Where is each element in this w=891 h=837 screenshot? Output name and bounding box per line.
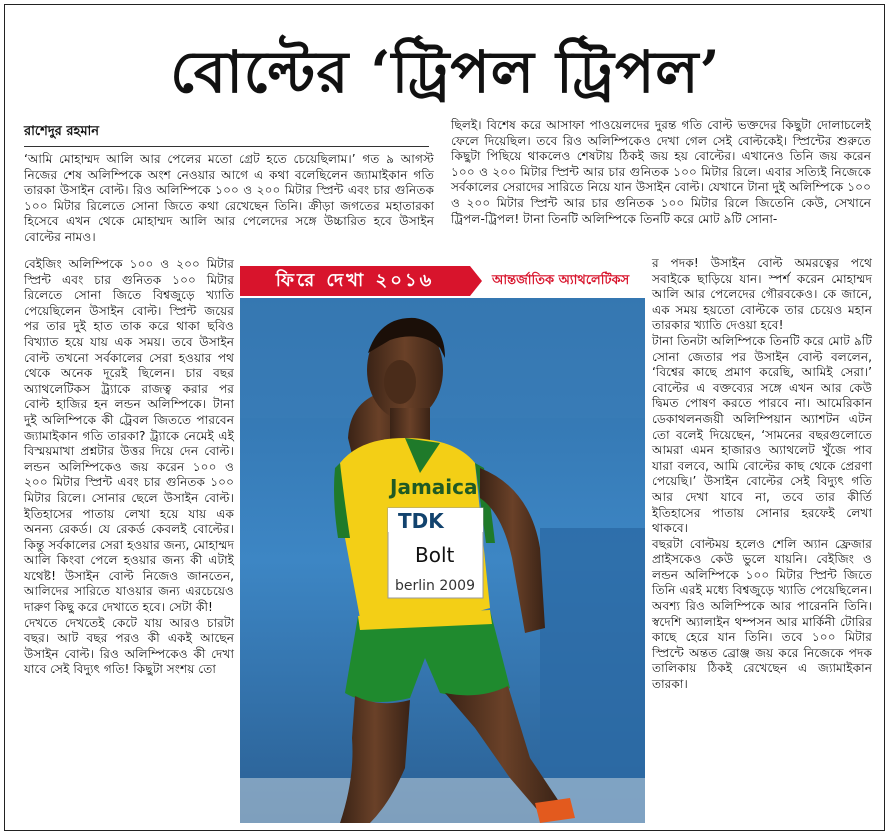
byline: রাশেদুর রহমান — [24, 122, 429, 147]
right-top-column: ছিলই। বিশেষ করে আসাফা পাওয়েলদের দুরন্ত গতি বোল্ট ভক্তদের কিছুটা দোলাচলেই ফেলে দিয়েছিল। তবে রিও অলিম্পিকেও দেখা গেল সেই বোল্টকেই। স্প্রিন্টের শুরুতে কিছুটা পিছিয়ে থাকলেও শেষটায় ঠিকই জয় হয় বোল্টের। এখানেও তিনি জয় করেন ১০০ ও ২০০ মিটার স্প্রিন্ট আর চার গুনিতক ১০০ মিটার রিলে। এবার সত্যিই নিজেকে সর্বকালের সেরাদের সারিতে নিয়ে যান উসাইন বোল্ট। যেখানে টানা দুই অলিম্পিকে ১০০ ও ২০০ মিটার স্প্রিন্ট আর চার গুনিতক ১০০ মিটার রিলে জিতেনি কেউ, সেখানে ট্রিপল-ট্রিপল! টানা তিনটি অলিম্পিকে তিনটি করে মোট ৯টি সোনা- — [451, 118, 871, 226]
athlete-photo — [240, 298, 645, 823]
headline: বোল্টের ‘ট্রিপল ট্রিপল’ — [170, 38, 721, 106]
banner-category: আন্তর্জাতিক অ্যাথলেটিকস — [492, 272, 630, 288]
athlete-illustration — [240, 298, 645, 823]
jersey-text: Jamaica — [390, 475, 478, 499]
right-column-paragraph: র পদক! উসাইন বোল্ট অমরত্বের পথে সবাইকে ছাড়িয়ে যান। স্পর্শ করেন মোহাম্মদ আলি আর পেলেদের গৌরবকেও। কে জানে, এক সময় হয়তো বোল্টকে তার চেয়েও মহান তারকার খ্যাতি দেওয়া হবে! — [652, 256, 872, 333]
bib-name: Bolt — [415, 543, 455, 567]
left-column-paragraph: দেখতে দেখতেই কেটে যায় আরও চারটা বছর। আট বছর পরও কী একই আছেন উসাইন বোল্ট। রিও অলিম্পিকেও কী দেখা যাবে সেই বিদ্যুৎ গতি! কিছুটা সংশয় তো — [24, 615, 234, 677]
section-banner — [240, 266, 645, 296]
right-column-paragraph: বছরটা বোল্টময় হলেও শেলি অ্যান ফ্রেজার প্রাইসকেও কেউ ভুলে যায়নি। বেইজিং ও লন্ডন অলিম্পিকে ১০০ মিটার স্প্রিন্ট জিতে তিনি এরই মধ্যে বিশ্বজুড়ে খ্যাতি পেয়েছিলেন। অবশ্য রিও অলিম্পিকে আর পারেননি তিনি। স্বদেশি অ্যালাইন থম্পসন আর মার্কিনী টোরির কাছে হেরে যান তিনি। তবে ১০০ মিটার স্প্রিন্টে অন্তত ব্রোঞ্জ জয় করে নিজেকে পদক তালিকায় ঠিকই রেখেছেন এ জ্যামাইকান তারকা। — [652, 536, 872, 692]
right-column-paragraph: টানা তিনটা অলিম্পিকে তিনটি করে মোট ৯টি সোনা জেতার পর উসাইন বোল্ট বললেন, ‘বিশ্বের কাছে প্রমাণ করেছি, আমিই সেরা।’ বোল্টের এ বক্তব্যের সঙ্গে এখন আর কেউ দ্বিমত পোষণ করতে পারবে না। আমেরিকান ডেকাথলনজয়ী অলিম্পিয়ান অ্যাশটন এটন তো বলেই দিয়েছেন, ‘সামনের বছরগুলোতে আমরা এমন হাজারও অ্যাথলেট খুঁজে পাব যারা বলবে, আমি বোল্টের কাছ থেকে প্রেরণা পেয়েছি।’ উসাইন বোল্টের সেই বিদ্যুৎ গতি আর দেখা যাবে না, তবে তার কীর্তি ইতিহাসের পাতায় সোনার হরফেই লেখা থাকবে। — [652, 333, 872, 536]
banner-title: ফিরে দেখা ২০১৬ — [240, 266, 470, 296]
right-column — [652, 256, 872, 693]
left-column — [24, 257, 234, 678]
intro-paragraph: ‘আমি মোহাম্মদ আলি আর পেলের মতো গ্রেট হতে চেয়েছিলাম।’ গত ৯ আগস্ট নিজের শেষ অলিম্পিকে অংশ নেওয়ার আগে এ কথা বলেছিলেন জ্যামাইকান গতি তারকা উসাইন বোল্ট। রিও অলিম্পিকে ১০০ ও ২০০ মিটার স্প্রিন্ট এবং চার গুনিতক ১০০ মিটার রিলেতে সোনা জিতে কথা রেখেছেন তিনি। ক্রীড়া জগতের মহাতারকা হিসেবে এখন থেকে মোহাম্মদ আলি আর পেলেদের সঙ্গে উচ্চারিত হবে উসাইন বোল্টের নামও। — [24, 152, 434, 244]
bib-city: berlin 2009 — [395, 578, 475, 594]
left-column-paragraph: বেইজিং অলিম্পিকে ১০০ ও ২০০ মিটার স্প্রিন্ট এবং চার গুনিতক ১০০ মিটার রিলেতে সোনা জিতে বিশ্বজুড়ে খ্যাতি পেয়েছিলেন উসাইন বোল্ট। স্প্রিন্ট জয়ের পর তার দুই হাত তাক করে থাকা ছবিও বিখ্যাত হয়ে যায় এক সময়। তবে উসাইন বোল্ট তখনো সর্বকালের সেরা হওয়ার পথ থেকে অনেক দূরেই ছিলেন। চার বছর অ্যাথলেটিকস ট্র্যাকে রাজত্ব করার পর বোল্ট হাজির হন লন্ডন অলিম্পিকে। টানা দুই অলিম্পিকে কী ট্রেবল জিততে পারবেন জ্যামাইকান গতি তারকা? ট্র্যাকে নেমেই এই বিস্ময়মাখা প্রশ্নটার উত্তর দিয়ে দেন বোল্ট। লন্ডন অলিম্পিকেও জয় করেন ১০০ ও ২০০ মিটার স্প্রিন্ট এবং চার গুনিতক ১০০ মিটার রিলে। সোনার ছেলে উসাইন বোল্ট। ইতিহাসের পাতায় লেখা হয়ে যায় এক অনন্য রেকর্ড। যে রেকর্ড কেবলই বোল্টের। কিন্তু সর্বকালের সেরা হওয়ার জন্য, মোহাম্মদ আলি কিংবা পেলে হওয়ার জন্য কী এটাই যথেষ্ট! উসাইন বোল্ট নিজেও জানতেন, আলিদের সারিতে যাওয়ার জন্য এরচেয়েও দারুণ কিছু করে দেখাতে হবে। সেটা কী! — [24, 257, 234, 615]
bib-sponsor: TDK — [398, 509, 444, 533]
